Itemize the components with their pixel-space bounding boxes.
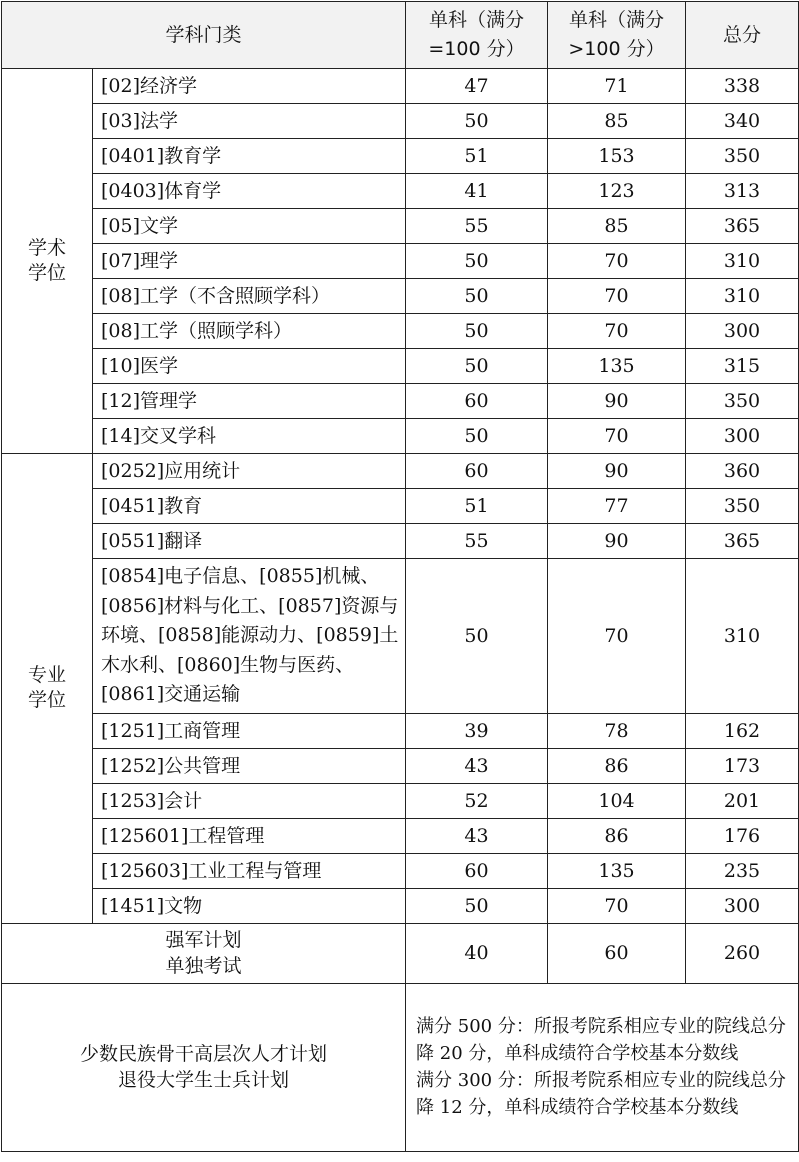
score-single-over-100: 70 bbox=[548, 419, 686, 454]
special-plan-line2: 单独考试 bbox=[165, 955, 242, 978]
score-single-100: 51 bbox=[406, 489, 548, 524]
table-row bbox=[2, 748, 799, 783]
table-row bbox=[2, 559, 799, 714]
note-300: 满分 300 分：所报考院系相应专业的院线总分降 12 分，单科成绩符合学校基本分数线 bbox=[416, 1070, 786, 1119]
score-single-100: 60 bbox=[406, 454, 548, 489]
score-total: 201 bbox=[686, 783, 799, 818]
score-total: 350 bbox=[686, 384, 799, 419]
minority-plan-line2: 退役大学生士兵计划 bbox=[118, 1069, 290, 1092]
score-single-over-100: 123 bbox=[548, 174, 686, 209]
subject-cell: [0401]教育学 bbox=[93, 139, 406, 174]
subject-cell: [0252]应用统计 bbox=[93, 454, 406, 489]
score-single-100: 41 bbox=[406, 174, 548, 209]
score-single-over-100: 135 bbox=[548, 349, 686, 384]
subject-cell: [1251]工商管理 bbox=[93, 713, 406, 748]
score-single-100: 43 bbox=[406, 818, 548, 853]
subject-cell: [08]工学（照顾学科） bbox=[93, 314, 406, 349]
score-single-over-100: 86 bbox=[548, 748, 686, 783]
score-total: 300 bbox=[686, 419, 799, 454]
table-row bbox=[2, 314, 799, 349]
special-plan-label bbox=[2, 923, 406, 983]
minority-plan-row bbox=[2, 983, 799, 1151]
score-single-over-100: 90 bbox=[548, 454, 686, 489]
table-row bbox=[2, 209, 799, 244]
group-label: 专业学位 bbox=[2, 454, 93, 924]
score-total: 300 bbox=[686, 314, 799, 349]
table-row bbox=[2, 139, 799, 174]
score-total: 235 bbox=[686, 853, 799, 888]
score-total: 350 bbox=[686, 139, 799, 174]
subject-cell: [0451]教育 bbox=[93, 489, 406, 524]
score-single-100: 39 bbox=[406, 713, 548, 748]
score-total: 338 bbox=[686, 69, 799, 104]
score-single-over-100: 77 bbox=[548, 489, 686, 524]
score-single-100: 50 bbox=[406, 314, 548, 349]
table-row bbox=[2, 419, 799, 454]
score-single-100: 50 bbox=[406, 559, 548, 714]
score-single-100: 50 bbox=[406, 888, 548, 923]
score-single-100: 47 bbox=[406, 69, 548, 104]
subject-cell: [0403]体育学 bbox=[93, 174, 406, 209]
score-single-100: 60 bbox=[406, 384, 548, 419]
subject-cell: [07]理学 bbox=[93, 244, 406, 279]
score-total: 310 bbox=[686, 279, 799, 314]
minority-plan-line1: 少数民族骨干高层次人才计划 bbox=[80, 1043, 328, 1066]
table-row bbox=[2, 174, 799, 209]
score-total: 340 bbox=[686, 104, 799, 139]
score-single-over-100: 70 bbox=[548, 244, 686, 279]
subject-cell: [05]文学 bbox=[93, 209, 406, 244]
score-single-over-100: 85 bbox=[548, 104, 686, 139]
score-single-100: 50 bbox=[406, 104, 548, 139]
table-row bbox=[2, 783, 799, 818]
score-total: 310 bbox=[686, 244, 799, 279]
score-single-100: 51 bbox=[406, 139, 548, 174]
score-single-over-100: 90 bbox=[548, 524, 686, 559]
subject-cell: [1253]会计 bbox=[93, 783, 406, 818]
score-single-100: 50 bbox=[406, 349, 548, 384]
score-single-over-100: 70 bbox=[548, 888, 686, 923]
table-row bbox=[2, 104, 799, 139]
special-plan-row bbox=[2, 923, 799, 983]
subject-cell: [0854]电子信息、[0855]机械、[0856]材料与化工、[0857]资源与环境、[0858]能源动力、[0859]土木水利、[0860]生物与医药、[0861]交通运输 bbox=[93, 559, 406, 714]
score-single-over-100: 71 bbox=[548, 69, 686, 104]
score-total: 173 bbox=[686, 748, 799, 783]
table-row bbox=[2, 349, 799, 384]
score-single-100: 43 bbox=[406, 748, 548, 783]
table-row bbox=[2, 69, 799, 104]
score-single-over-100: 153 bbox=[548, 139, 686, 174]
score-single-over-100: 135 bbox=[548, 853, 686, 888]
table-row bbox=[2, 244, 799, 279]
group-label: 学术学位 bbox=[2, 69, 93, 454]
subject-cell: [1451]文物 bbox=[93, 888, 406, 923]
score-total: 365 bbox=[686, 524, 799, 559]
table-row bbox=[2, 713, 799, 748]
table-row bbox=[2, 279, 799, 314]
score-single-over-100: 78 bbox=[548, 713, 686, 748]
score-total: 315 bbox=[686, 349, 799, 384]
score-total: 350 bbox=[686, 489, 799, 524]
header-row bbox=[2, 2, 799, 69]
score-total: 176 bbox=[686, 818, 799, 853]
subject-cell: [125601]工程管理 bbox=[93, 818, 406, 853]
subject-cell: [02]经济学 bbox=[93, 69, 406, 104]
score-total: 313 bbox=[686, 174, 799, 209]
score-total: 365 bbox=[686, 209, 799, 244]
table-row bbox=[2, 489, 799, 524]
score-single-100: 55 bbox=[406, 524, 548, 559]
header-category: 学科门类 bbox=[2, 2, 406, 69]
table-row bbox=[2, 818, 799, 853]
subject-cell: [03]法学 bbox=[93, 104, 406, 139]
minority-plan-note bbox=[406, 983, 799, 1151]
score-single-over-100: 70 bbox=[548, 279, 686, 314]
score-single-100: 60 bbox=[406, 853, 548, 888]
score-total: 260 bbox=[686, 923, 799, 983]
subject-cell: [10]医学 bbox=[93, 349, 406, 384]
subject-cell: [14]交叉学科 bbox=[93, 419, 406, 454]
score-single-100: 40 bbox=[406, 923, 548, 983]
score-single-100: 50 bbox=[406, 279, 548, 314]
score-total: 310 bbox=[686, 559, 799, 714]
score-table bbox=[1, 1, 799, 1152]
subject-cell: [08]工学（不含照顾学科） bbox=[93, 279, 406, 314]
score-single-over-100: 70 bbox=[548, 559, 686, 714]
score-total: 300 bbox=[686, 888, 799, 923]
score-single-over-100: 70 bbox=[548, 314, 686, 349]
subject-cell: [1252]公共管理 bbox=[93, 748, 406, 783]
table-row bbox=[2, 524, 799, 559]
score-single-over-100: 104 bbox=[548, 783, 686, 818]
note-500: 满分 500 分：所报考院系相应专业的院线总分降 20 分，单科成绩符合学校基本分数线 bbox=[416, 1016, 786, 1065]
score-single-100: 50 bbox=[406, 419, 548, 454]
table-row bbox=[2, 384, 799, 419]
table-row bbox=[2, 853, 799, 888]
header-single-100: 单科（满分=100 分） bbox=[406, 2, 548, 69]
score-single-100: 52 bbox=[406, 783, 548, 818]
header-total: 总分 bbox=[686, 2, 799, 69]
score-single-over-100: 60 bbox=[548, 923, 686, 983]
score-single-over-100: 90 bbox=[548, 384, 686, 419]
score-single-over-100: 86 bbox=[548, 818, 686, 853]
score-single-100: 50 bbox=[406, 244, 548, 279]
special-plan-line1: 强军计划 bbox=[165, 929, 242, 952]
minority-plan-label bbox=[2, 983, 406, 1151]
subject-cell: [125603]工业工程与管理 bbox=[93, 853, 406, 888]
table-row bbox=[2, 454, 799, 489]
score-single-over-100: 85 bbox=[548, 209, 686, 244]
subject-cell: [12]管理学 bbox=[93, 384, 406, 419]
score-total: 162 bbox=[686, 713, 799, 748]
score-single-100: 55 bbox=[406, 209, 548, 244]
table-row bbox=[2, 888, 799, 923]
score-total: 360 bbox=[686, 454, 799, 489]
subject-cell: [0551]翻译 bbox=[93, 524, 406, 559]
header-single-over-100: 单科（满分>100 分） bbox=[548, 2, 686, 69]
